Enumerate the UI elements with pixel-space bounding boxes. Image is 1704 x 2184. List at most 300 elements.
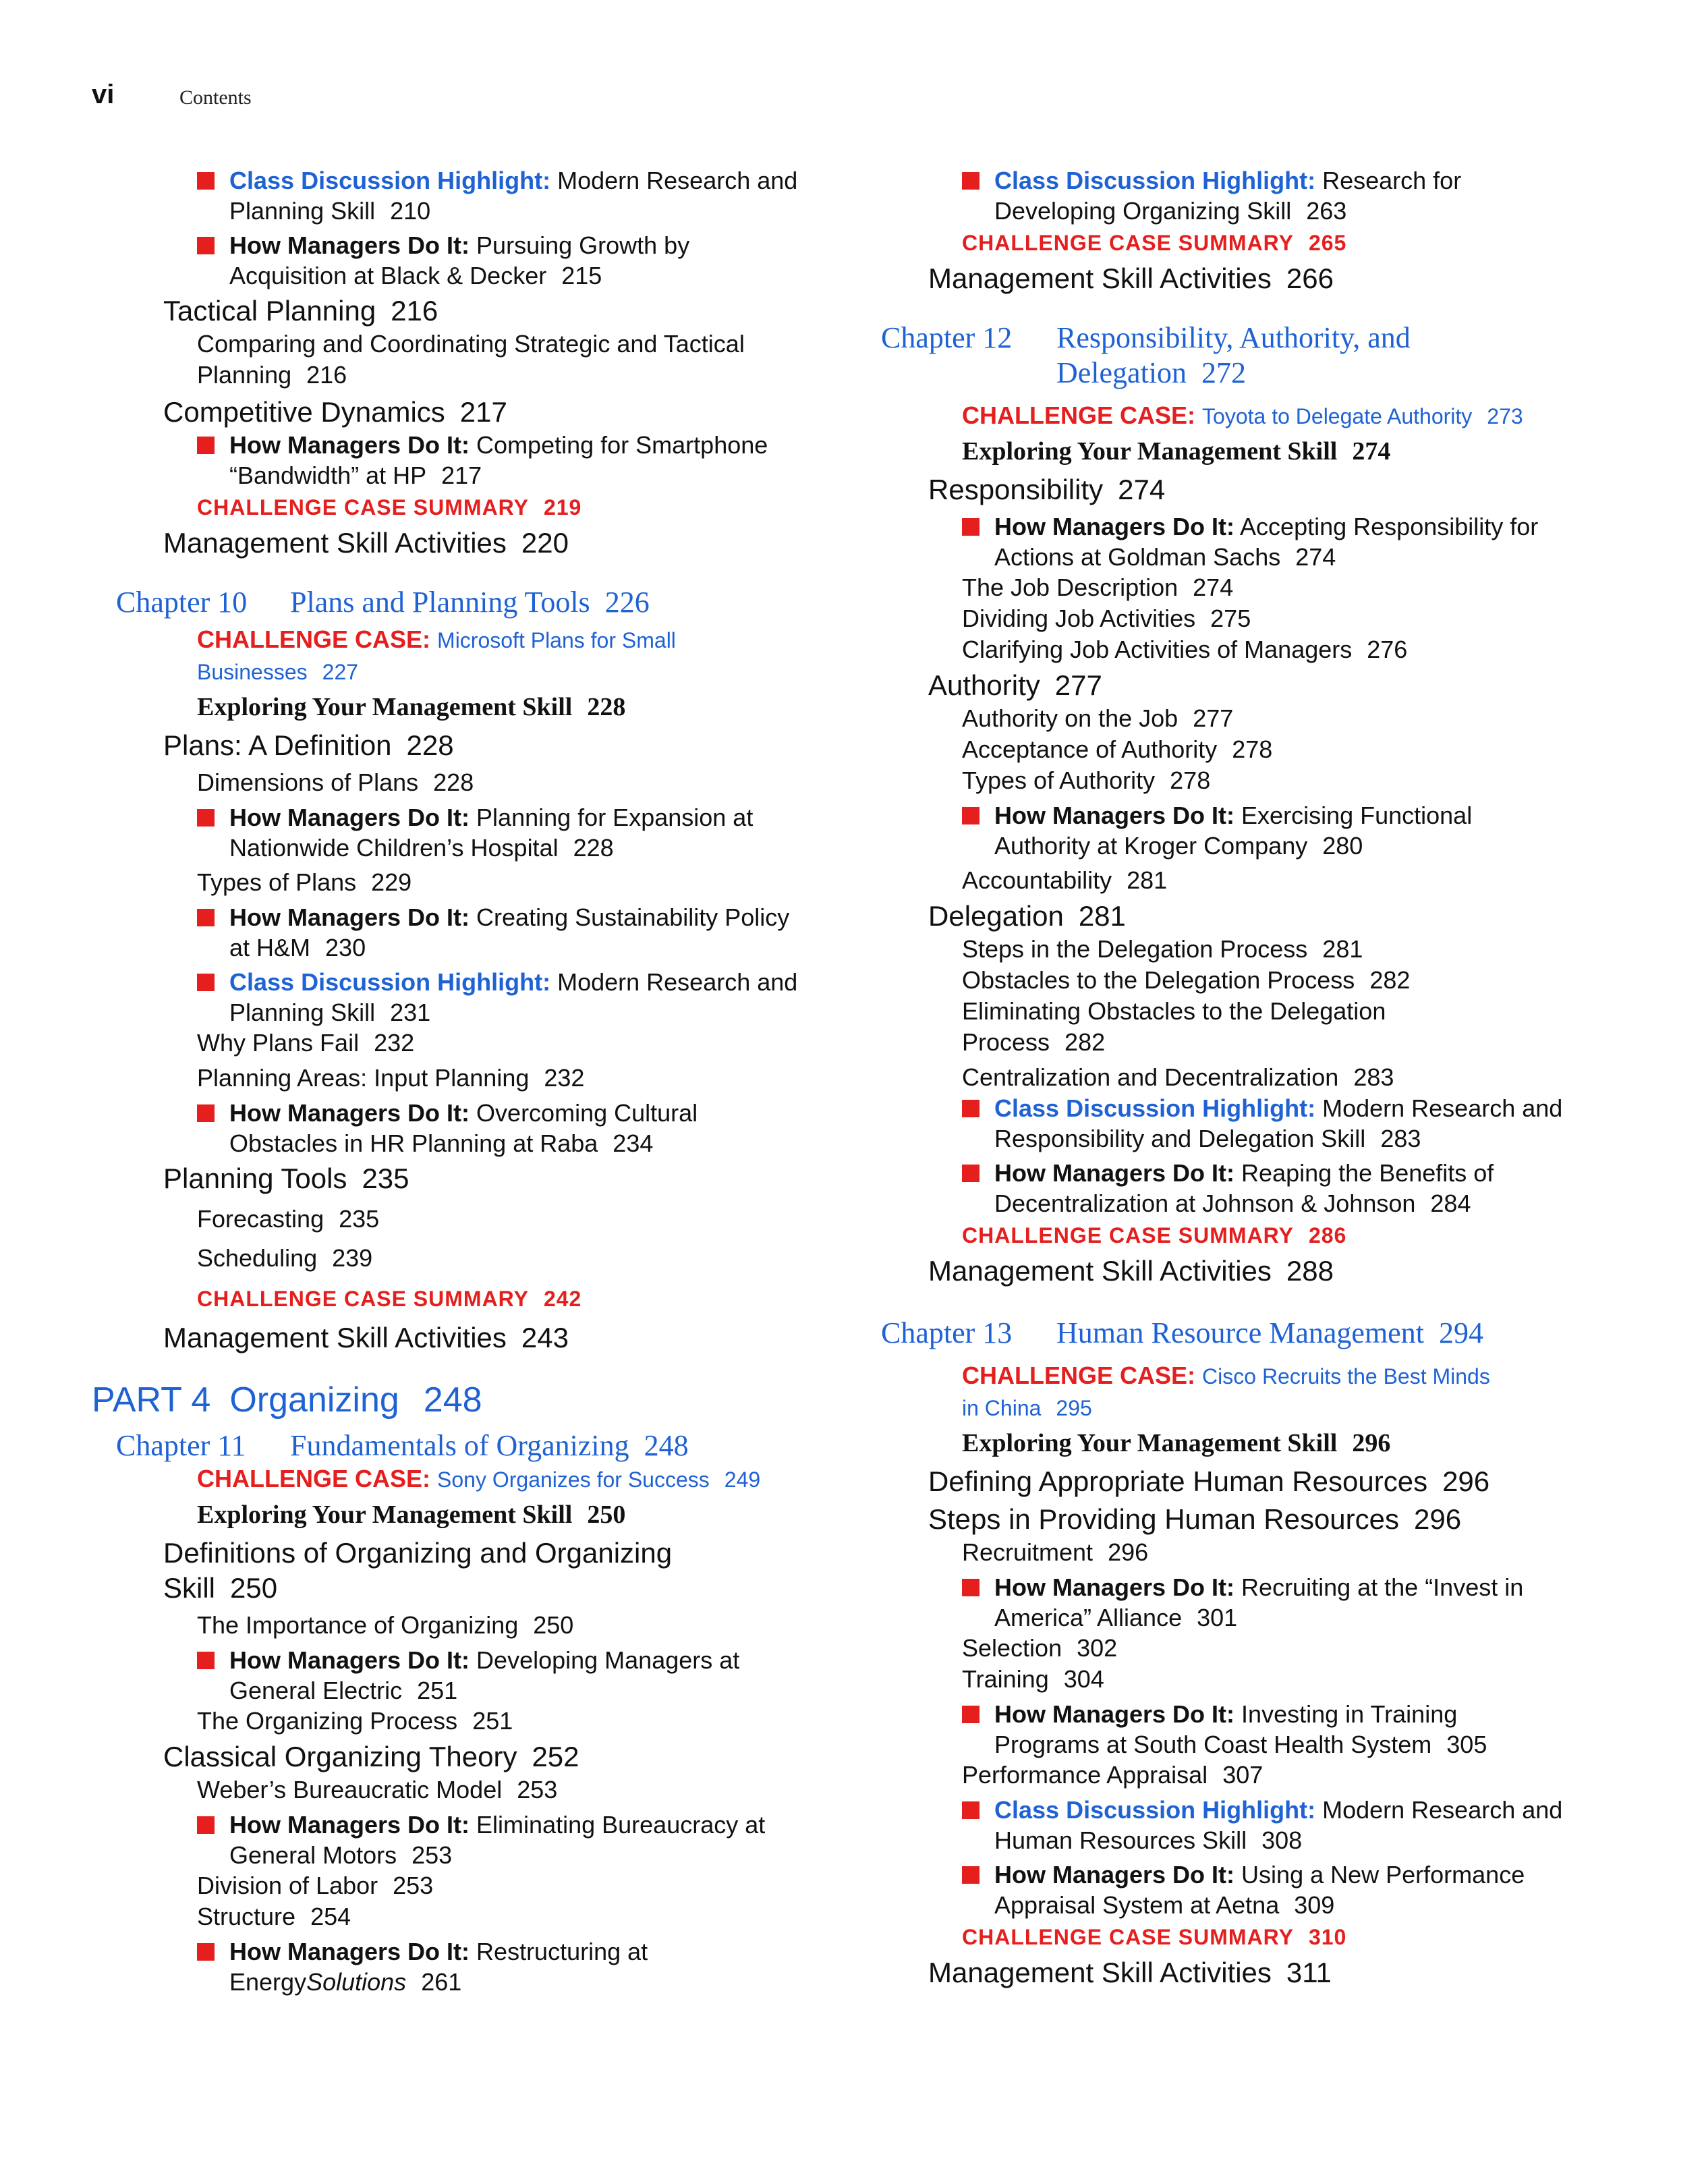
entry-page: 228 xyxy=(587,693,626,721)
entry-page: 277 xyxy=(1193,704,1234,732)
entry-page: 219 xyxy=(543,495,582,520)
entry-prefix: How Managers Do It: xyxy=(229,1099,470,1127)
toc-entry[interactable] xyxy=(92,767,854,798)
entry-title: Accountability xyxy=(962,866,1112,894)
entry-page: 210 xyxy=(390,197,431,225)
entry-page: 296 xyxy=(1352,1429,1391,1457)
entry-title-cont: Businesses xyxy=(197,660,308,684)
toc-entry[interactable] xyxy=(877,965,1653,996)
entry-title: Training xyxy=(962,1665,1049,1693)
entry-page: 228 xyxy=(406,729,454,761)
entry-title-cont: “Bandwidth” at HP xyxy=(229,461,427,489)
toc-entry[interactable] xyxy=(92,1936,854,1997)
entry-page: 283 xyxy=(1353,1063,1394,1091)
entry-title: Investing in Training xyxy=(1241,1700,1458,1728)
entry-prefix: How Managers Do It: xyxy=(229,903,470,931)
entry-page: 232 xyxy=(374,1029,415,1057)
red-square-bullet-icon xyxy=(197,237,215,254)
entry-page: 265 xyxy=(1308,231,1347,255)
entry-page: 274 xyxy=(1352,437,1391,466)
entry-page: 311 xyxy=(1286,1957,1332,1988)
toc-entry[interactable] xyxy=(877,1093,1653,1154)
chapter-title-cont: Delegation xyxy=(1056,356,1187,389)
entry-title-cont: Developing Organizing Skill xyxy=(994,197,1292,225)
entry-page: 307 xyxy=(1222,1761,1263,1789)
toc-entry[interactable] xyxy=(877,899,1653,934)
chapter-label: Chapter 11 xyxy=(116,1429,246,1462)
entry-title-cont: Nationwide Children’s Hospital xyxy=(229,834,559,862)
challenge-case-summary[interactable] xyxy=(92,1280,854,1318)
entry-title: Accepting Responsibility for xyxy=(1240,513,1539,540)
entry-page: 232 xyxy=(544,1064,585,1092)
red-square-bullet-icon xyxy=(962,1801,979,1819)
red-square-bullet-icon xyxy=(197,437,215,454)
entry-title: Research for xyxy=(1322,167,1462,194)
entry-title: CHALLENGE CASE SUMMARY xyxy=(962,1925,1294,1949)
entry-title: Comparing and Coordinating Strategic and Tactical xyxy=(197,330,745,358)
entry-title-cont: America” Alliance xyxy=(994,1604,1183,1631)
entry-prefix: How Managers Do It: xyxy=(994,513,1235,540)
entry-title-cont: Programs at South Coast Health System xyxy=(994,1731,1432,1758)
entry-page: 252 xyxy=(532,1741,579,1772)
entry-prefix: Class Discussion Highlight: xyxy=(994,1094,1316,1122)
challenge-case-summary[interactable] xyxy=(877,227,1653,258)
entry-page: 228 xyxy=(433,768,474,796)
toc-entry[interactable] xyxy=(92,230,854,291)
entry-page: 250 xyxy=(587,1501,626,1529)
entry-prefix: How Managers Do It: xyxy=(994,802,1235,829)
entry-page: 217 xyxy=(441,461,482,489)
entry-page: 276 xyxy=(1367,636,1408,663)
chapter-heading[interactable] xyxy=(877,320,1653,391)
chapter-label: Chapter 13 xyxy=(881,1316,1013,1349)
entry-title-cont: Planning xyxy=(197,361,292,389)
entry-title: Modern Research and xyxy=(1322,1094,1563,1122)
entry-title: Types of Authority xyxy=(962,766,1156,794)
entry-title: Responsibility xyxy=(928,474,1104,505)
chapter-label: Chapter 12 xyxy=(881,321,1013,354)
entry-title: Centralization and Decentralization xyxy=(962,1063,1339,1091)
entry-title-cont: in China xyxy=(962,1396,1042,1420)
part-page: 248 xyxy=(423,1380,482,1420)
chapter-heading[interactable] xyxy=(92,1428,854,1463)
entry-page: 228 xyxy=(573,834,614,862)
entry-prefix: How Managers Do It: xyxy=(229,1646,470,1674)
entry-page: 296 xyxy=(1108,1538,1149,1566)
entry-title: CHALLENGE CASE SUMMARY xyxy=(962,231,1294,255)
entry-prefix: Class Discussion Highlight: xyxy=(994,1796,1316,1824)
entry-title-cont: General Motors xyxy=(229,1841,397,1869)
entry-title: Exercising Functional xyxy=(1241,802,1473,829)
red-square-bullet-icon xyxy=(962,1165,979,1182)
toc-entry[interactable] xyxy=(92,1901,854,1932)
entry-prefix: How Managers Do It: xyxy=(994,1573,1235,1601)
toc-entry[interactable] xyxy=(92,1098,854,1158)
toc-entry[interactable] xyxy=(92,802,854,863)
toc-entry[interactable] xyxy=(92,1536,854,1606)
entry-page: 249 xyxy=(724,1467,761,1492)
toc-right-column xyxy=(877,165,1653,1990)
entry-page: 229 xyxy=(371,868,412,896)
entry-title: Microsoft Plans for Small xyxy=(437,628,676,652)
challenge-case[interactable] xyxy=(92,624,854,688)
toc-entry[interactable] xyxy=(877,1955,1653,1990)
red-square-bullet-icon xyxy=(197,1652,215,1669)
toc-entry[interactable] xyxy=(92,1200,854,1238)
challenge-case-summary[interactable] xyxy=(92,492,854,523)
challenge-case[interactable] xyxy=(877,400,1653,432)
entry-title: Definitions of Organizing and Organizing xyxy=(163,1537,673,1569)
entry-prefix: CHALLENGE CASE: xyxy=(962,1362,1196,1389)
entry-title: Structure xyxy=(197,1903,296,1930)
toc-entry[interactable] xyxy=(92,395,854,430)
entry-page: 274 xyxy=(1295,543,1336,571)
toc-entry[interactable] xyxy=(92,1870,854,1901)
entry-title-cont: Energy xyxy=(229,1968,307,1996)
part-heading[interactable] xyxy=(92,1376,854,1424)
toc-left-column xyxy=(92,165,854,1997)
entry-title: Developing Managers at xyxy=(476,1646,740,1674)
entry-prefix: How Managers Do It: xyxy=(994,1700,1235,1728)
challenge-case-summary[interactable] xyxy=(877,1220,1653,1251)
entry-page: 280 xyxy=(1322,832,1363,860)
toc-entry[interactable] xyxy=(92,1238,854,1279)
exploring-skill[interactable] xyxy=(92,1496,854,1533)
toc-entry[interactable] xyxy=(877,603,1653,634)
entry-page: 220 xyxy=(521,527,569,559)
entry-prefix: How Managers Do It: xyxy=(229,1811,470,1839)
entry-page: 235 xyxy=(339,1205,380,1233)
toc-entry[interactable] xyxy=(92,1706,854,1737)
red-square-bullet-icon xyxy=(962,1100,979,1117)
entry-title-cont: Obstacles in HR Planning at Raba xyxy=(229,1129,598,1157)
entry-title: Scheduling xyxy=(197,1244,318,1272)
entry-page: 277 xyxy=(1054,669,1102,701)
red-square-bullet-icon xyxy=(962,518,979,536)
entry-title: Management Skill Activities xyxy=(928,1957,1272,1988)
toc-entry[interactable] xyxy=(877,765,1653,796)
toc-entry[interactable] xyxy=(92,293,854,329)
entry-title: Modern Research and xyxy=(557,968,798,996)
entry-prefix: How Managers Do It: xyxy=(229,1938,470,1965)
page-number: vi xyxy=(92,80,115,109)
entry-page: 261 xyxy=(421,1968,462,1996)
entry-prefix: CHALLENGE CASE: xyxy=(197,1465,431,1492)
toc-entry[interactable] xyxy=(877,1572,1653,1633)
entry-title: Classical Organizing Theory xyxy=(163,1741,517,1772)
entry-page: 239 xyxy=(332,1244,373,1272)
entry-title: CHALLENGE CASE SUMMARY xyxy=(197,1287,529,1311)
entry-prefix: Class Discussion Highlight: xyxy=(229,968,551,996)
entry-page: 254 xyxy=(310,1903,351,1930)
entry-title: Authority xyxy=(928,669,1040,701)
entry-page: 274 xyxy=(1193,573,1234,601)
entry-page: 286 xyxy=(1308,1223,1347,1248)
red-square-bullet-icon xyxy=(197,1816,215,1834)
chapter-heading[interactable] xyxy=(877,1316,1653,1351)
chapter-page: 248 xyxy=(644,1429,689,1462)
part-title: Organizing xyxy=(229,1380,399,1420)
entry-prefix: How Managers Do It: xyxy=(229,431,470,459)
entry-prefix: How Managers Do It: xyxy=(229,804,470,831)
toc-entry[interactable] xyxy=(877,1795,1653,1855)
entry-page: 242 xyxy=(543,1287,582,1311)
challenge-case-summary[interactable] xyxy=(877,1922,1653,1953)
entry-page: 215 xyxy=(561,262,602,289)
toc-entry[interactable] xyxy=(92,1645,854,1706)
entry-page: 274 xyxy=(1118,474,1166,505)
toc-entry[interactable] xyxy=(92,1610,854,1641)
toc-entry[interactable] xyxy=(92,728,854,763)
entry-title: Types of Plans xyxy=(197,868,357,896)
entry-page: 216 xyxy=(391,295,438,327)
toc-entry[interactable] xyxy=(877,511,1653,572)
chapter-heading[interactable] xyxy=(92,585,854,620)
entry-page: 275 xyxy=(1210,605,1251,632)
challenge-case[interactable] xyxy=(92,1463,854,1495)
entry-title: Planning Areas: Input Planning xyxy=(197,1064,530,1092)
toc-entry[interactable] xyxy=(877,1859,1653,1920)
entry-title-cont: Process xyxy=(962,1028,1050,1056)
toc-entry[interactable] xyxy=(92,1739,854,1774)
entry-page: 284 xyxy=(1430,1189,1471,1217)
entry-title: Why Plans Fail xyxy=(197,1029,360,1057)
entry-title: CHALLENGE CASE SUMMARY xyxy=(962,1223,1294,1248)
entry-title: Delegation xyxy=(928,900,1064,932)
entry-page: 266 xyxy=(1286,262,1334,294)
entry-title-cont: Actions at Goldman Sachs xyxy=(994,543,1281,571)
entry-page: 217 xyxy=(459,396,507,428)
toc-entry[interactable] xyxy=(877,1537,1653,1568)
entry-title: Dividing Job Activities xyxy=(962,605,1196,632)
entry-title: The Importance of Organizing xyxy=(197,1611,519,1639)
entry-prefix: CHALLENGE CASE: xyxy=(197,625,431,653)
entry-title: Exploring Your Management Skill xyxy=(197,693,573,721)
entry-title: Obstacles to the Delegation Process xyxy=(962,966,1355,994)
entry-page: 253 xyxy=(393,1872,434,1899)
red-square-bullet-icon xyxy=(197,974,215,991)
entry-page: 253 xyxy=(411,1841,453,1869)
entry-title: Exploring Your Management Skill xyxy=(962,1429,1338,1457)
entry-prefix: How Managers Do It: xyxy=(229,231,470,259)
exploring-skill[interactable] xyxy=(92,689,854,725)
entry-title: Steps in the Delegation Process xyxy=(962,935,1308,963)
entry-title-cont: Authority at Kroger Company xyxy=(994,832,1308,860)
chapter-label: Chapter 10 xyxy=(116,586,248,619)
entry-page: 309 xyxy=(1294,1891,1335,1919)
entry-prefix: CHALLENGE CASE: xyxy=(962,401,1196,429)
entry-title: Overcoming Cultural xyxy=(476,1099,698,1127)
toc-entry[interactable] xyxy=(877,668,1653,703)
entry-page: 278 xyxy=(1232,735,1273,763)
red-square-bullet-icon xyxy=(962,1579,979,1596)
toc-entry[interactable] xyxy=(877,996,1653,1058)
red-square-bullet-icon xyxy=(962,1866,979,1884)
entry-prefix: Class Discussion Highlight: xyxy=(994,167,1316,194)
entry-title: Planning Tools xyxy=(163,1163,347,1194)
entry-page: 250 xyxy=(230,1572,278,1604)
toc-entry[interactable] xyxy=(92,1161,854,1196)
toc-entry[interactable] xyxy=(92,867,854,898)
toc-entry[interactable] xyxy=(877,734,1653,765)
entry-page: 250 xyxy=(533,1611,574,1639)
chapter-page: 272 xyxy=(1201,356,1247,389)
entry-title: Defining Appropriate Human Resources xyxy=(928,1465,1428,1497)
entry-title: Management Skill Activities xyxy=(928,1255,1272,1287)
toc-entry[interactable] xyxy=(92,329,854,391)
entry-title: Recruitment xyxy=(962,1538,1094,1566)
entry-title: Steps in Providing Human Resources xyxy=(928,1503,1400,1535)
chapter-page: 226 xyxy=(604,586,650,619)
toc-entry[interactable] xyxy=(877,634,1653,665)
entry-page: 296 xyxy=(1414,1503,1462,1535)
toc-entry[interactable] xyxy=(877,165,1653,226)
toc-entry[interactable] xyxy=(877,261,1653,296)
entry-page: 216 xyxy=(306,361,347,389)
entry-title-cont: Responsibility and Delegation Skill xyxy=(994,1125,1366,1152)
entry-title: Using a New Performance xyxy=(1241,1861,1525,1888)
entry-page: 301 xyxy=(1197,1604,1238,1631)
chapter-title: Human Resource Management xyxy=(1056,1316,1424,1349)
entry-page: 296 xyxy=(1442,1465,1490,1497)
toc-entry[interactable] xyxy=(92,165,854,226)
toc-entry[interactable] xyxy=(92,1320,854,1355)
entry-title: Forecasting xyxy=(197,1205,324,1233)
entry-page: 295 xyxy=(1056,1396,1092,1420)
toc-entry[interactable] xyxy=(92,902,854,963)
entry-page: 281 xyxy=(1127,866,1168,894)
entry-title: Clarifying Job Activities of Managers xyxy=(962,636,1353,663)
exploring-skill[interactable] xyxy=(877,1425,1653,1461)
entry-page: 243 xyxy=(521,1322,569,1353)
toc-entry[interactable] xyxy=(877,1062,1653,1093)
part-label: PART 4 xyxy=(92,1380,211,1420)
entry-title-cont: Planning Skill xyxy=(229,999,376,1026)
entry-title: Weber’s Bureaucratic Model xyxy=(197,1776,503,1803)
entry-prefix: How Managers Do It: xyxy=(994,1159,1235,1187)
toc-entry[interactable] xyxy=(877,800,1653,861)
entry-page: 227 xyxy=(322,660,359,684)
entry-title: Toyota to Delegate Authority xyxy=(1202,404,1473,428)
entry-title: Authority on the Job xyxy=(962,704,1178,732)
red-square-bullet-icon xyxy=(197,172,215,190)
entry-title: CHALLENGE CASE SUMMARY xyxy=(197,495,529,520)
entry-title: Exploring Your Management Skill xyxy=(197,1501,573,1529)
entry-title-cont: Acquisition at Black & Decker xyxy=(229,262,547,289)
toc-entry[interactable] xyxy=(877,1502,1653,1537)
toc-entry[interactable] xyxy=(92,1063,854,1094)
entry-title-italic: Solutions xyxy=(306,1968,407,1996)
entry-title: Tactical Planning xyxy=(163,295,376,327)
entry-page: 302 xyxy=(1077,1634,1118,1662)
entry-title: Modern Research and xyxy=(557,167,798,194)
entry-title: Restructuring at xyxy=(476,1938,648,1965)
entry-title: Planning for Expansion at xyxy=(476,804,754,831)
toc-entry[interactable] xyxy=(877,1254,1653,1289)
entry-title: Plans: A Definition xyxy=(163,729,392,761)
toc-entry[interactable] xyxy=(92,1810,854,1870)
toc-entry[interactable] xyxy=(92,526,854,561)
entry-page: 253 xyxy=(517,1776,558,1803)
entry-title: Eliminating Obstacles to the Delegation xyxy=(962,997,1386,1025)
entry-page: 281 xyxy=(1078,900,1126,932)
entry-page: 230 xyxy=(325,934,366,961)
red-square-bullet-icon xyxy=(962,807,979,824)
entry-title: Acceptance of Authority xyxy=(962,735,1218,763)
chapter-title: Fundamentals of Organizing xyxy=(290,1429,629,1462)
entry-title-cont: Decentralization at Johnson & Johnson xyxy=(994,1189,1416,1217)
toc-entry[interactable] xyxy=(92,1028,854,1059)
entry-page: 308 xyxy=(1261,1826,1303,1854)
entry-title: Reaping the Benefits of xyxy=(1241,1159,1494,1187)
exploring-skill[interactable] xyxy=(877,433,1653,470)
running-title: Contents xyxy=(179,86,252,109)
toc-entry[interactable] xyxy=(877,865,1653,896)
entry-title: The Job Description xyxy=(962,573,1178,601)
toc-entry[interactable] xyxy=(877,1158,1653,1219)
entry-page: 234 xyxy=(613,1129,654,1157)
red-square-bullet-icon xyxy=(197,1104,215,1122)
entry-title: Management Skill Activities xyxy=(928,262,1272,294)
toc-entry[interactable] xyxy=(877,1633,1653,1664)
entry-title: Management Skill Activities xyxy=(163,527,507,559)
toc-entry[interactable] xyxy=(877,472,1653,507)
entry-prefix: How Managers Do It: xyxy=(994,1861,1235,1888)
toc-entry[interactable] xyxy=(877,703,1653,734)
entry-title-cont: Appraisal System at Aetna xyxy=(994,1891,1280,1919)
entry-page: 310 xyxy=(1308,1925,1347,1949)
entry-page: 283 xyxy=(1380,1125,1421,1152)
entry-title-cont: Planning Skill xyxy=(229,197,376,225)
entry-title: Exploring Your Management Skill xyxy=(962,437,1338,466)
red-square-bullet-icon xyxy=(197,809,215,827)
toc-entry[interactable] xyxy=(92,967,854,1028)
toc-entry[interactable] xyxy=(877,572,1653,603)
entry-title: Recruiting at the “Invest in xyxy=(1241,1573,1524,1601)
chapter-page: 294 xyxy=(1438,1316,1483,1349)
entry-title: Modern Research and xyxy=(1322,1796,1563,1824)
entry-title: Eliminating Bureaucracy at xyxy=(476,1811,766,1839)
entry-title: Competitive Dynamics xyxy=(163,396,445,428)
entry-page: 251 xyxy=(472,1707,513,1735)
entry-title-cont: at H&M xyxy=(229,934,311,961)
challenge-case[interactable] xyxy=(877,1360,1653,1424)
toc-entry[interactable] xyxy=(92,1774,854,1805)
entry-title: Competing for Smartphone xyxy=(476,431,768,459)
entry-title: Creating Sustainability Policy xyxy=(476,903,790,931)
entry-page: 235 xyxy=(362,1163,409,1194)
chapter-title: Plans and Planning Tools xyxy=(290,586,590,619)
entry-title: The Organizing Process xyxy=(197,1707,458,1735)
toc-entry[interactable] xyxy=(877,934,1653,965)
entry-page: 278 xyxy=(1170,766,1211,794)
toc-entry[interactable] xyxy=(92,430,854,491)
entry-title-cont: General Electric xyxy=(229,1677,403,1704)
toc-entry[interactable] xyxy=(877,1464,1653,1499)
entry-prefix: Class Discussion Highlight: xyxy=(229,167,551,194)
entry-title: Cisco Recruits the Best Minds xyxy=(1202,1364,1490,1389)
toc-entry[interactable] xyxy=(877,1664,1653,1695)
entry-title: Pursuing Growth by xyxy=(476,231,690,259)
toc-entry[interactable] xyxy=(877,1760,1653,1791)
red-square-bullet-icon xyxy=(197,909,215,926)
entry-page: 251 xyxy=(417,1677,458,1704)
entry-page: 305 xyxy=(1446,1731,1487,1758)
entry-title-cont: Human Resources Skill xyxy=(994,1826,1247,1854)
red-square-bullet-icon xyxy=(962,1706,979,1723)
toc-entry[interactable] xyxy=(877,1699,1653,1760)
red-square-bullet-icon xyxy=(197,1943,215,1961)
